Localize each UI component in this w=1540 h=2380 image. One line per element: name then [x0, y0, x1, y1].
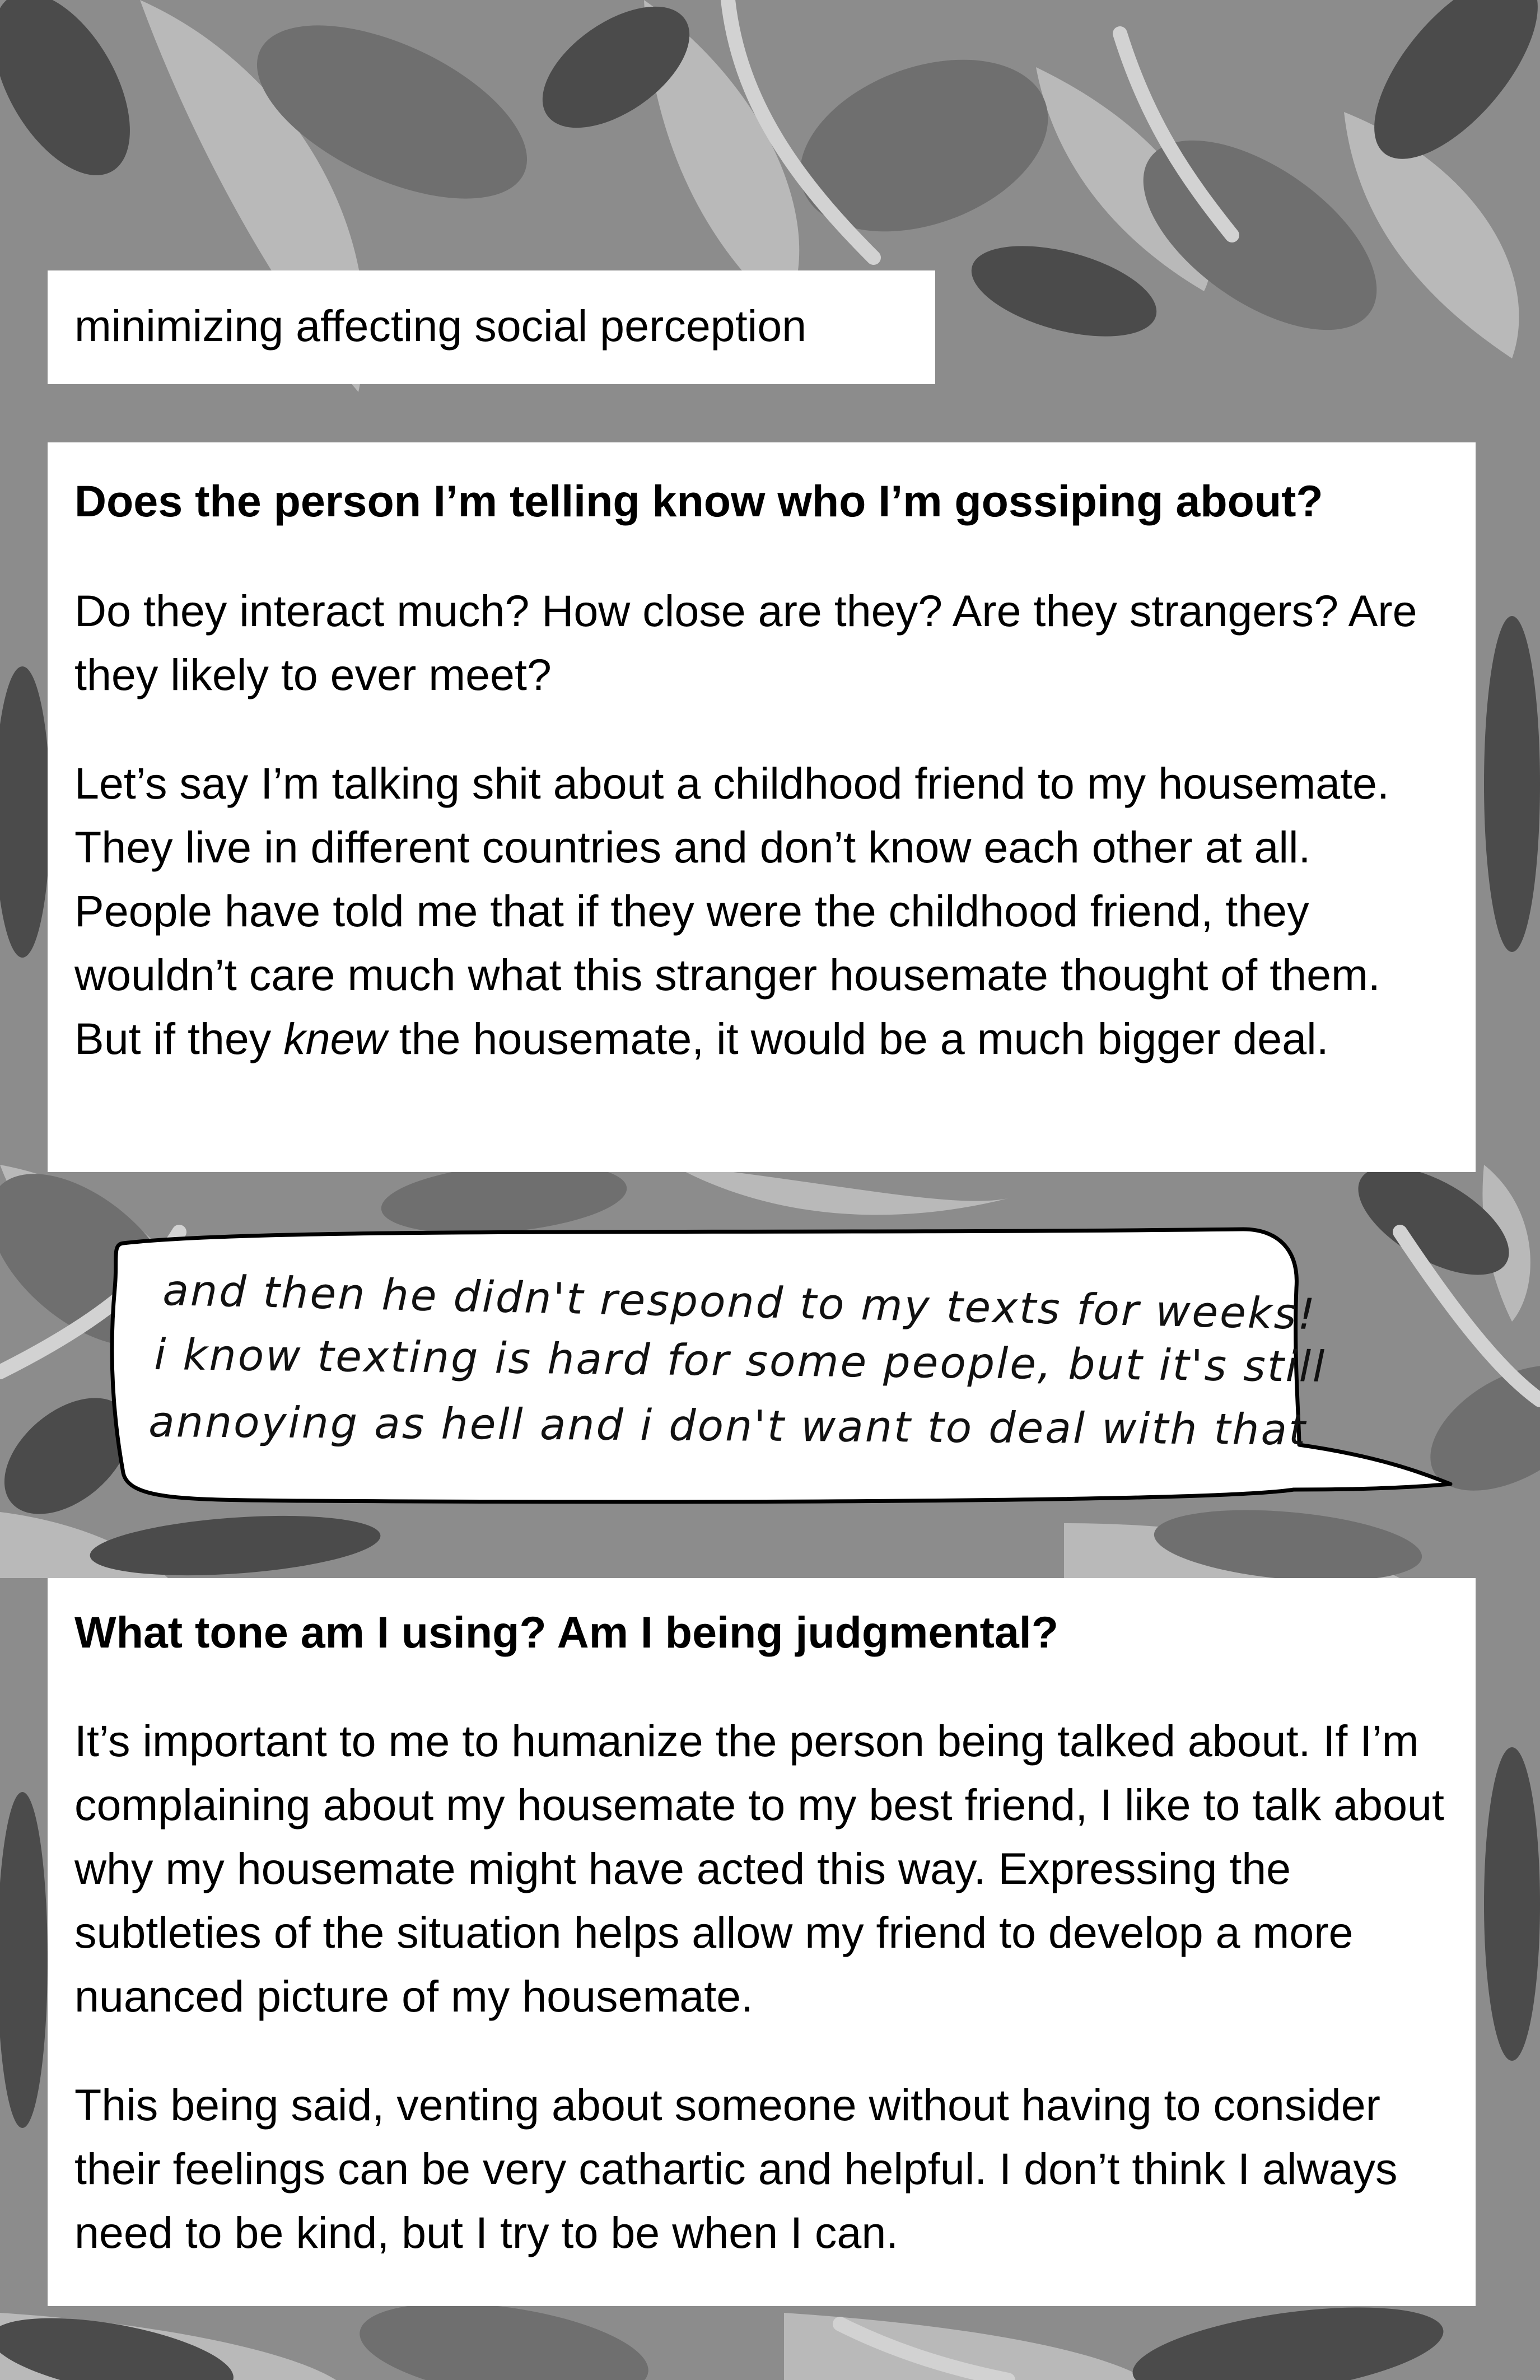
- section-label: [48, 270, 935, 384]
- speech-bubble: [101, 1210, 1456, 1523]
- section-label-text: minimizing affecting social perception: [74, 301, 807, 351]
- section1-paragraph2-emphasis: knew: [283, 1014, 387, 1063]
- section2-paragraph1: It’s important to me to humanize the person being talked about. If I’m complaining about my housemate to my best friend, I like to talk about why my housemate might have acted this way. Expressing the subtleties of the situation helps allow my friend to develop a more nuanced picture of my housemate.: [74, 1716, 1444, 2021]
- section2-paragraph2: This being said, venting about someone without having to consider their feelings can be very cathartic and helpful. I don’t think I always need to be kind, but I try to be when I can.: [74, 2080, 1398, 2257]
- section1-paragraph2-before: Let’s say I’m talking shit about a childhood friend to my housemate. They live in different countries and don’t know each other at all. People have told me that if they were the childhood friend, they wouldn’t care much what this stranger housemate thought of them. But if they: [74, 758, 1389, 1063]
- section1-paragraph2: [74, 752, 1449, 1071]
- content-box-tone: [48, 1578, 1476, 2306]
- speech-bubble-line2: i know texting is hard for some people, but it's still: [153, 1329, 1327, 1392]
- content-box-audience: [48, 442, 1476, 1172]
- speech-bubble-line1: and then he didn't respond to my texts for weeks!: [162, 1265, 1317, 1340]
- section1-heading: Does the person I’m telling know who I’m gossiping about?: [74, 476, 1323, 526]
- section1-paragraph1: Do they interact much? How close are they? Are they strangers? Are they likely to ever meet?: [74, 586, 1417, 699]
- section2-heading: What tone am I using? Am I being judgmental?: [74, 1607, 1059, 1657]
- section1-paragraph2-after: the housemate, it would be a much bigger deal.: [386, 1014, 1329, 1063]
- speech-bubble-line3: annoying as hell and i don't want to deal with that: [148, 1397, 1308, 1455]
